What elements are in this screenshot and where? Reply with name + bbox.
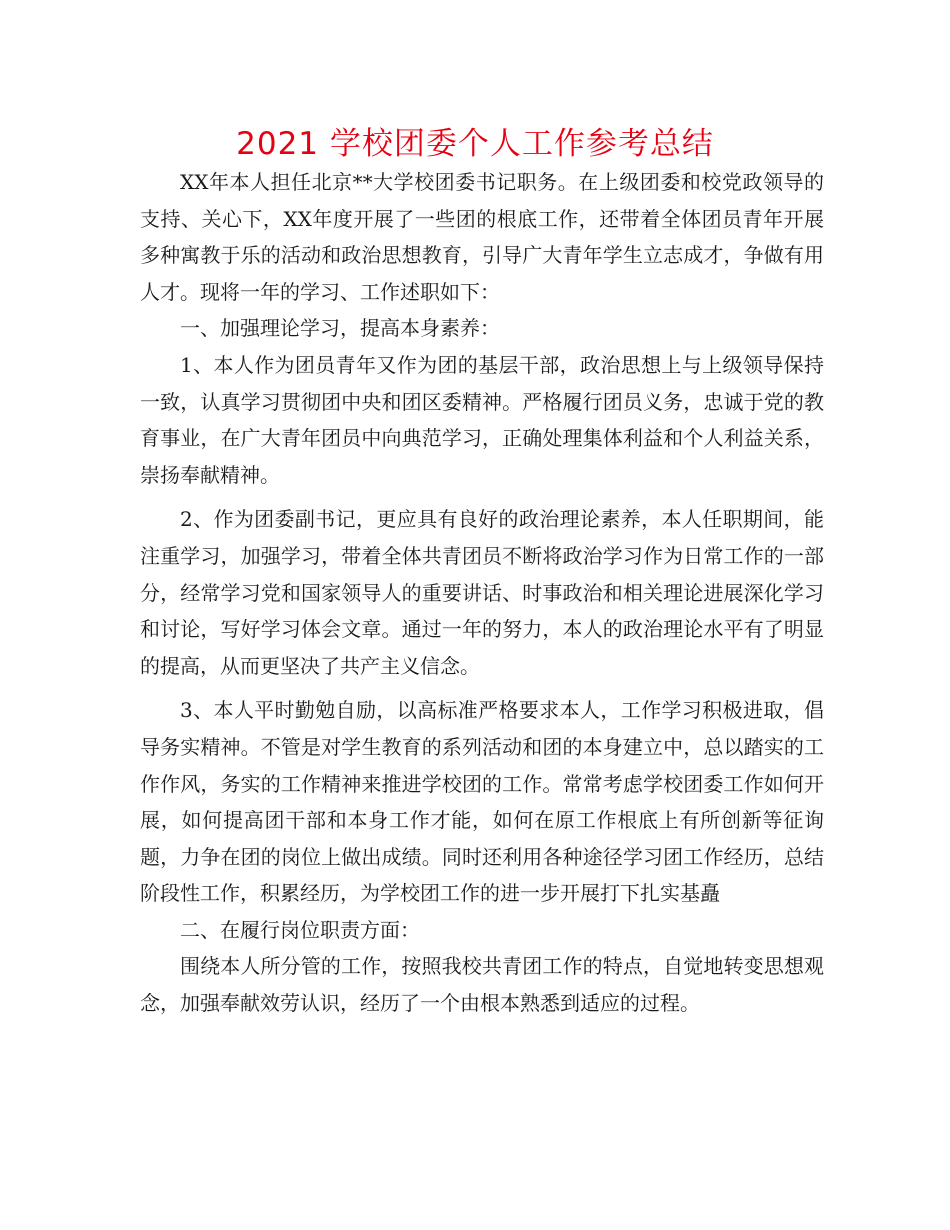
paragraph-item-2: 2、作为团委副书记，更应具有良好的政治理论素养，本人任职期间，能注重学习，加强学习，带着全体共青团员不断将政治学习作为日常工作的一部分，经常学习党和国家领导人的重要讲话、时事政治和相关理论进展深化学习和讨论，写好学习体会文章。通过一年的努力，本人的政治理论水平有了明显的提高，从而更坚决了共产主义信念。: [140, 507, 824, 678]
paragraph-spacer: [140, 684, 824, 692]
section-heading-theory-study: 一、加强理论学习，提高本身素养：: [180, 316, 500, 341]
section-heading-job-duties: 二、在履行岗位职责方面：: [180, 917, 420, 942]
paragraph-spacer: [140, 493, 824, 501]
document-body: [140, 164, 824, 1022]
paragraph-intro: XX年本人担任北京**大学校团委书记职务。在上级团委和校党政领导的支持、关心下，XX年度开展了一些团的根底工作，还带着全体团员青年开展多种寓教于乐的活动和政治思想教育，引导广大青年学生立志成才，争做有用人才。现将一年的学习、工作述职如下：: [140, 170, 824, 304]
paragraph-job-duties: 围绕本人所分管的工作，按照我校共青团工作的特点，自觉地转变思想观念，加强奉献效劳认识，经历了一个由根本熟悉到适应的过程。: [140, 954, 824, 1016]
document-title: 2021 学校团委个人工作参考总结: [236, 126, 714, 162]
paragraph-item-1: 1、本人作为团员青年又作为团的基层干部，政治思想上与上级领导保持一致，认真学习贯彻团中央和团区委精神。严格履行团员义务，忠诚于党的教育事业，在广大青年团员中向典范学习，正确处理集体利益和个人利益关系，崇扬奉献精神。: [140, 352, 824, 487]
paragraph-item-3: 3、本人平时勤勉自励，以高标准严格要求本人，工作学习积极进取，倡导务实精神。不管是对学生教育的系列活动和团的本身建立中，总以踏实的工作作风，务实的工作精神来推进学校团的工作。常常考虑学校团委工作如何开展，如何提高团干部和本身工作才能，如何在原工作根底上有所创新等征询题，力争在团的岗位上做出成绩。同时还利用各种途径学习团工作经历，总结阶段性工作，积累经历，为学校团工作的进一步开展打下扎实基矗: [140, 698, 824, 906]
